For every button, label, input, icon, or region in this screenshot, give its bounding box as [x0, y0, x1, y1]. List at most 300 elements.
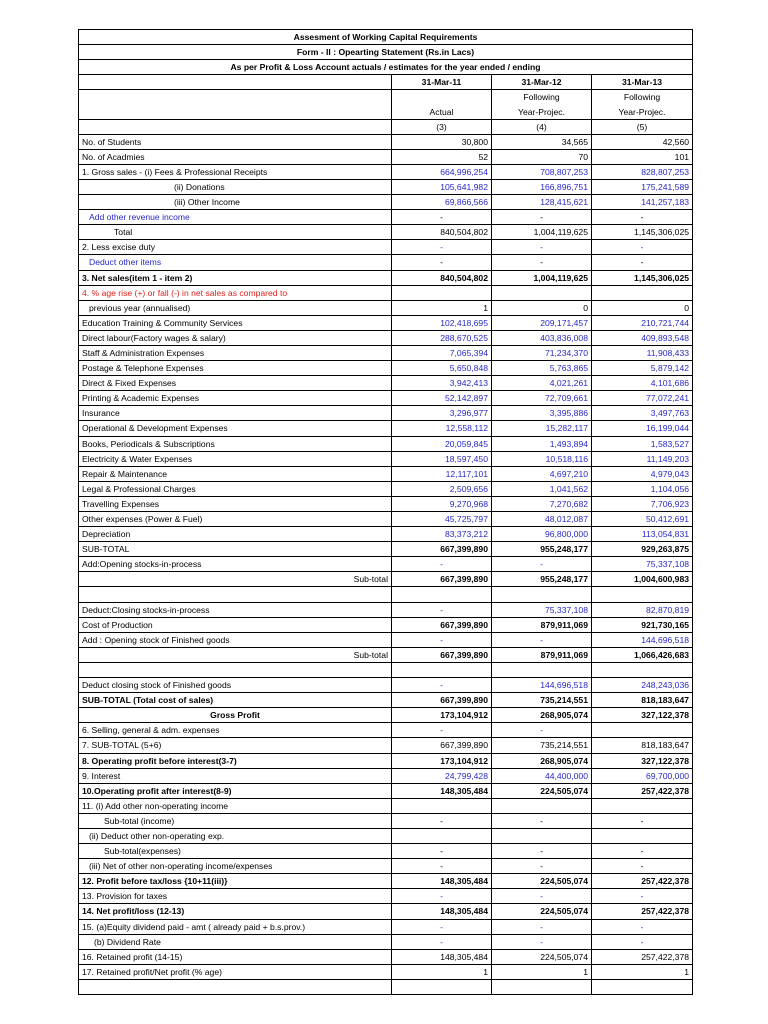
row-value: 144,696,518 — [592, 632, 693, 647]
table-row — [79, 632, 693, 647]
row-value: - — [492, 632, 592, 647]
row-value: 2,509,656 — [392, 481, 492, 496]
table-row — [79, 542, 693, 557]
row-value: 52 — [392, 149, 492, 164]
column-type-2013: Year-Projec. — [592, 104, 693, 119]
row-value: 11,149,203 — [592, 451, 693, 466]
row-value — [492, 979, 592, 994]
row-value — [592, 828, 693, 843]
date-row — [79, 75, 693, 90]
table-row — [79, 391, 693, 406]
row-value: 72,709,661 — [492, 391, 592, 406]
form-row — [79, 45, 693, 60]
table-row — [79, 844, 693, 859]
row-value: - — [592, 934, 693, 949]
table-row — [79, 451, 693, 466]
row-value: - — [392, 844, 492, 859]
table-row — [79, 874, 693, 889]
type-row — [79, 104, 693, 119]
row-value — [392, 285, 492, 300]
table-row — [79, 798, 693, 813]
row-value: 955,248,177 — [492, 542, 592, 557]
row-label: Legal & Professional Charges — [79, 481, 392, 496]
type-row-label — [79, 104, 392, 119]
row-value: 667,399,890 — [392, 572, 492, 587]
row-value — [592, 662, 693, 677]
table-row — [79, 330, 693, 345]
column-date-2011: 31-Mar-11 — [392, 75, 492, 90]
row-value — [592, 979, 693, 994]
table-row — [79, 934, 693, 949]
row-label: Add : Opening stock of Finished goods — [79, 632, 392, 647]
row-value: - — [392, 919, 492, 934]
row-value: - — [492, 255, 592, 270]
row-value: 818,183,647 — [592, 693, 693, 708]
following-row — [79, 90, 693, 105]
row-value: 1,104,056 — [592, 481, 693, 496]
table-row — [79, 587, 693, 602]
row-value: 667,399,890 — [392, 617, 492, 632]
row-label: Deduct:Closing stocks-in-process — [79, 602, 392, 617]
row-value: 224,505,074 — [492, 874, 592, 889]
row-label: 2. Less excise duty — [79, 240, 392, 255]
table-row — [79, 617, 693, 632]
row-value: - — [392, 557, 492, 572]
row-value: 708,807,253 — [492, 164, 592, 179]
row-value: 1,004,600,983 — [592, 572, 693, 587]
table-row — [79, 496, 693, 511]
table-row — [79, 527, 693, 542]
row-label — [79, 979, 392, 994]
table-row — [79, 134, 693, 149]
row-label: Sub-total — [79, 572, 392, 587]
row-value: 257,422,378 — [592, 874, 693, 889]
row-label: No. of Acadmies — [79, 149, 392, 164]
row-label: Sub-total (income) — [79, 813, 392, 828]
row-label: Education Training & Community Services — [79, 315, 392, 330]
table-row — [79, 708, 693, 723]
row-label: 12. Profit before tax/loss {10+11(iii)} — [79, 874, 392, 889]
row-value: 12,558,112 — [392, 421, 492, 436]
row-label: (ii) Donations — [79, 179, 392, 194]
row-label: 17. Retained profit/Net profit (% age) — [79, 964, 392, 979]
row-label: previous year (annualised) — [79, 300, 392, 315]
row-value: 113,054,831 — [592, 527, 693, 542]
column-date-2012: 31-Mar-12 — [492, 75, 592, 90]
row-value: - — [592, 859, 693, 874]
row-value: - — [592, 889, 693, 904]
table-row — [79, 889, 693, 904]
table-row — [79, 436, 693, 451]
table-row — [79, 240, 693, 255]
code-row — [79, 119, 693, 134]
row-value: 327,122,378 — [592, 753, 693, 768]
row-value: 96,800,000 — [492, 527, 592, 542]
row-value: 840,504,802 — [392, 270, 492, 285]
table-row — [79, 210, 693, 225]
basis-row — [79, 60, 693, 75]
row-value: - — [492, 844, 592, 859]
row-value: 102,418,695 — [392, 315, 492, 330]
row-label: Total — [79, 225, 392, 240]
row-label — [79, 662, 392, 677]
row-value: 1,145,306,025 — [592, 270, 693, 285]
row-value: - — [592, 240, 693, 255]
row-value: 166,896,751 — [492, 179, 592, 194]
row-value: 224,505,074 — [492, 904, 592, 919]
row-label: Sub-total(expenses) — [79, 844, 392, 859]
row-value: 24,799,428 — [392, 768, 492, 783]
row-value: 955,248,177 — [492, 572, 592, 587]
table-row — [79, 345, 693, 360]
row-label: 8. Operating profit before interest(3-7) — [79, 753, 392, 768]
row-value: - — [392, 934, 492, 949]
row-value: 148,305,484 — [392, 949, 492, 964]
table-row — [79, 647, 693, 662]
table-row — [79, 225, 693, 240]
row-value: - — [492, 210, 592, 225]
row-value: 1 — [592, 964, 693, 979]
row-value: 828,807,253 — [592, 164, 693, 179]
row-value: 1,041,562 — [492, 481, 592, 496]
row-value: 288,670,525 — [392, 330, 492, 345]
row-value: 9,270,968 — [392, 496, 492, 511]
table-row — [79, 949, 693, 964]
row-value: 7,706,923 — [592, 496, 693, 511]
row-value: - — [392, 210, 492, 225]
row-value: 4,021,261 — [492, 376, 592, 391]
row-value: 840,504,802 — [392, 225, 492, 240]
row-value: - — [592, 210, 693, 225]
row-value: 71,234,370 — [492, 345, 592, 360]
row-value: - — [392, 889, 492, 904]
row-value: 248,243,036 — [592, 678, 693, 693]
row-value: - — [392, 859, 492, 874]
row-value: 879,911,069 — [492, 647, 592, 662]
row-value: - — [392, 255, 492, 270]
table-row — [79, 195, 693, 210]
table-row — [79, 693, 693, 708]
row-value: 224,505,074 — [492, 783, 592, 798]
table-row — [79, 964, 693, 979]
row-value: 30,800 — [392, 134, 492, 149]
row-value: 3,497,763 — [592, 406, 693, 421]
table-row — [79, 904, 693, 919]
row-value: 0 — [592, 300, 693, 315]
row-value: 1,004,119,625 — [492, 270, 592, 285]
row-value — [592, 798, 693, 813]
basis-text: As per Profit & Loss Account actuals / estimates for the year ended / ending — [79, 60, 693, 75]
row-value: 5,650,848 — [392, 361, 492, 376]
table-row — [79, 813, 693, 828]
table-row — [79, 270, 693, 285]
row-value: - — [392, 678, 492, 693]
row-value: - — [492, 813, 592, 828]
row-label: Electricity & Water Expenses — [79, 451, 392, 466]
row-label: Postage & Telephone Expenses — [79, 361, 392, 376]
following-row-label — [79, 90, 392, 105]
row-label: (b) Dividend Rate — [79, 934, 392, 949]
row-value: - — [492, 889, 592, 904]
row-value: 75,337,108 — [592, 557, 693, 572]
row-value: - — [592, 844, 693, 859]
row-value — [592, 285, 693, 300]
table-row — [79, 979, 693, 994]
column-code-2013: (5) — [592, 119, 693, 134]
row-value: - — [392, 813, 492, 828]
row-value: 5,763,865 — [492, 361, 592, 376]
row-label: Deduct other items — [79, 255, 392, 270]
row-label: 7. SUB-TOTAL (5+6) — [79, 738, 392, 753]
row-label: 9. Interest — [79, 768, 392, 783]
row-value: 148,305,484 — [392, 783, 492, 798]
row-label: 4. % age rise (+) or fall (-) in net sales as compared to — [79, 285, 392, 300]
row-value: 1,004,119,625 — [492, 225, 592, 240]
row-value — [492, 285, 592, 300]
row-value: 879,911,069 — [492, 617, 592, 632]
column-type-2012: Year-Projec. — [492, 104, 592, 119]
row-value: 148,305,484 — [392, 874, 492, 889]
row-value: 0 — [492, 300, 592, 315]
row-value — [392, 798, 492, 813]
row-value: 4,979,043 — [592, 466, 693, 481]
row-value: 3,395,886 — [492, 406, 592, 421]
table-row — [79, 557, 693, 572]
row-value — [592, 587, 693, 602]
row-value: - — [492, 723, 592, 738]
table-row — [79, 723, 693, 738]
form-title: Form - II : Opearting Statement (Rs.in Lacs) — [79, 45, 693, 60]
row-value: - — [492, 919, 592, 934]
row-value: 101 — [592, 149, 693, 164]
table-row — [79, 421, 693, 436]
row-label: (ii) Deduct other non-operating exp. — [79, 828, 392, 843]
row-value: - — [392, 723, 492, 738]
row-label: (iii) Other Income — [79, 195, 392, 210]
row-value: 70 — [492, 149, 592, 164]
row-value: 818,183,647 — [592, 738, 693, 753]
table-row — [79, 738, 693, 753]
column-line1-2011 — [392, 90, 492, 105]
row-label: Gross Profit — [79, 708, 392, 723]
row-value: 1,493,894 — [492, 436, 592, 451]
table-row — [79, 315, 693, 330]
row-value: 735,214,551 — [492, 693, 592, 708]
row-value: 735,214,551 — [492, 738, 592, 753]
column-line1-2012: Following — [492, 90, 592, 105]
row-value: 69,866,566 — [392, 195, 492, 210]
row-value: 268,905,074 — [492, 753, 592, 768]
row-value: 42,560 — [592, 134, 693, 149]
row-value: 12,117,101 — [392, 466, 492, 481]
row-value: - — [592, 813, 693, 828]
row-value — [492, 828, 592, 843]
row-value: 3,296,977 — [392, 406, 492, 421]
row-value: 105,641,982 — [392, 179, 492, 194]
row-value: 209,171,457 — [492, 315, 592, 330]
table-row — [79, 164, 693, 179]
row-value: 7,270,682 — [492, 496, 592, 511]
title-row — [79, 30, 693, 45]
row-label: Direct labour(Factory wages & salary) — [79, 330, 392, 345]
row-value — [492, 798, 592, 813]
row-value: 82,870,819 — [592, 602, 693, 617]
table-row — [79, 678, 693, 693]
row-value: - — [492, 859, 592, 874]
row-label: 10.Operating profit after interest(8-9) — [79, 783, 392, 798]
table-row — [79, 376, 693, 391]
table-row — [79, 466, 693, 481]
row-value: 4,101,686 — [592, 376, 693, 391]
row-label: (iii) Net of other non-operating income/expenses — [79, 859, 392, 874]
row-value: 175,241,589 — [592, 179, 693, 194]
row-value: - — [492, 557, 592, 572]
row-label: Add:Opening stocks-in-process — [79, 557, 392, 572]
table-row — [79, 255, 693, 270]
row-value: 409,893,548 — [592, 330, 693, 345]
row-label: Direct & Fixed Expenses — [79, 376, 392, 391]
row-value: - — [492, 934, 592, 949]
row-label: SUB-TOTAL — [79, 542, 392, 557]
row-label: Operational & Development Expenses — [79, 421, 392, 436]
row-value: 18,597,450 — [392, 451, 492, 466]
row-label: Insurance — [79, 406, 392, 421]
row-label: Staff & Administration Expenses — [79, 345, 392, 360]
row-label: 14. Net profit/loss (12-13) — [79, 904, 392, 919]
row-label: 6. Selling, general & adm. expenses — [79, 723, 392, 738]
row-value — [492, 662, 592, 677]
statement-title: Assesment of Working Capital Requirements — [79, 30, 693, 45]
row-value: 50,412,691 — [592, 512, 693, 527]
row-label: SUB-TOTAL (Total cost of sales) — [79, 693, 392, 708]
row-value: 128,415,621 — [492, 195, 592, 210]
row-value — [392, 828, 492, 843]
row-label: 11. (i) Add other non-operating income — [79, 798, 392, 813]
row-label: Depreciation — [79, 527, 392, 542]
table-row — [79, 859, 693, 874]
row-label: Add other revenue income — [79, 210, 392, 225]
row-value: 257,422,378 — [592, 783, 693, 798]
row-label: Sub-total — [79, 647, 392, 662]
code-row-label — [79, 119, 392, 134]
row-value — [492, 587, 592, 602]
row-value: 921,730,165 — [592, 617, 693, 632]
row-value: 664,996,254 — [392, 164, 492, 179]
row-value: 403,836,008 — [492, 330, 592, 345]
row-value: 1 — [492, 964, 592, 979]
table-row — [79, 512, 693, 527]
row-value: 1 — [392, 964, 492, 979]
row-label: Travelling Expenses — [79, 496, 392, 511]
row-label: Printing & Academic Expenses — [79, 391, 392, 406]
row-value: 1,066,426,683 — [592, 647, 693, 662]
row-value: - — [392, 602, 492, 617]
table-row — [79, 285, 693, 300]
column-line1-2013: Following — [592, 90, 693, 105]
row-value: - — [592, 255, 693, 270]
row-label: 3. Net sales(item 1 - item 2) — [79, 270, 392, 285]
row-value: 667,399,890 — [392, 738, 492, 753]
table-row — [79, 753, 693, 768]
row-label: 16. Retained profit (14-15) — [79, 949, 392, 964]
row-value: 69,700,000 — [592, 768, 693, 783]
row-value: 224,505,074 — [492, 949, 592, 964]
table-row — [79, 572, 693, 587]
row-value: 667,399,890 — [392, 542, 492, 557]
row-value: 83,373,212 — [392, 527, 492, 542]
row-value — [592, 723, 693, 738]
row-value: 173,104,912 — [392, 753, 492, 768]
row-value: 141,257,183 — [592, 195, 693, 210]
row-value: 4,697,210 — [492, 466, 592, 481]
table-row — [79, 361, 693, 376]
row-value: 667,399,890 — [392, 647, 492, 662]
column-code-2011: (3) — [392, 119, 492, 134]
row-label: Cost of Production — [79, 617, 392, 632]
row-value: 45,725,797 — [392, 512, 492, 527]
row-value: 3,942,413 — [392, 376, 492, 391]
column-code-2012: (4) — [492, 119, 592, 134]
row-value: 7,065,394 — [392, 345, 492, 360]
table-row — [79, 783, 693, 798]
table-row — [79, 300, 693, 315]
table-row — [79, 768, 693, 783]
row-value: 1,145,306,025 — [592, 225, 693, 240]
row-value: - — [592, 919, 693, 934]
row-label: 13. Provision for taxes — [79, 889, 392, 904]
row-value: 15,282,117 — [492, 421, 592, 436]
row-label: Repair & Maintenance — [79, 466, 392, 481]
row-value: - — [392, 240, 492, 255]
table-row — [79, 481, 693, 496]
table-row — [79, 828, 693, 843]
row-value: 257,422,378 — [592, 904, 693, 919]
row-value: 48,012,087 — [492, 512, 592, 527]
row-value — [392, 979, 492, 994]
column-type-2011: Actual — [392, 104, 492, 119]
row-value: 268,905,074 — [492, 708, 592, 723]
row-value: 1 — [392, 300, 492, 315]
row-value: 16,199,044 — [592, 421, 693, 436]
table-row — [79, 149, 693, 164]
row-value: 144,696,518 — [492, 678, 592, 693]
row-label — [79, 587, 392, 602]
row-value: 77,072,241 — [592, 391, 693, 406]
row-label: 15. (a)Equity dividend paid - amt ( already paid + b.s.prov.) — [79, 919, 392, 934]
table-row — [79, 919, 693, 934]
row-value: - — [492, 240, 592, 255]
table-row — [79, 602, 693, 617]
row-value: - — [392, 632, 492, 647]
operating-statement-table — [78, 29, 693, 995]
row-value: 11,908,433 — [592, 345, 693, 360]
table-row — [79, 406, 693, 421]
date-row-label — [79, 75, 392, 90]
row-value: 257,422,378 — [592, 949, 693, 964]
row-value: 10,518,116 — [492, 451, 592, 466]
row-label: Other expenses (Power & Fuel) — [79, 512, 392, 527]
row-value: 75,337,108 — [492, 602, 592, 617]
row-value: 20,059,845 — [392, 436, 492, 451]
row-value: 1,583,527 — [592, 436, 693, 451]
row-value: 173,104,912 — [392, 708, 492, 723]
row-value: 52,142,897 — [392, 391, 492, 406]
row-label: Deduct closing stock of Finished goods — [79, 678, 392, 693]
row-value: 44,400,000 — [492, 768, 592, 783]
row-value: 327,122,378 — [592, 708, 693, 723]
row-label: No. of Students — [79, 134, 392, 149]
row-value — [392, 662, 492, 677]
